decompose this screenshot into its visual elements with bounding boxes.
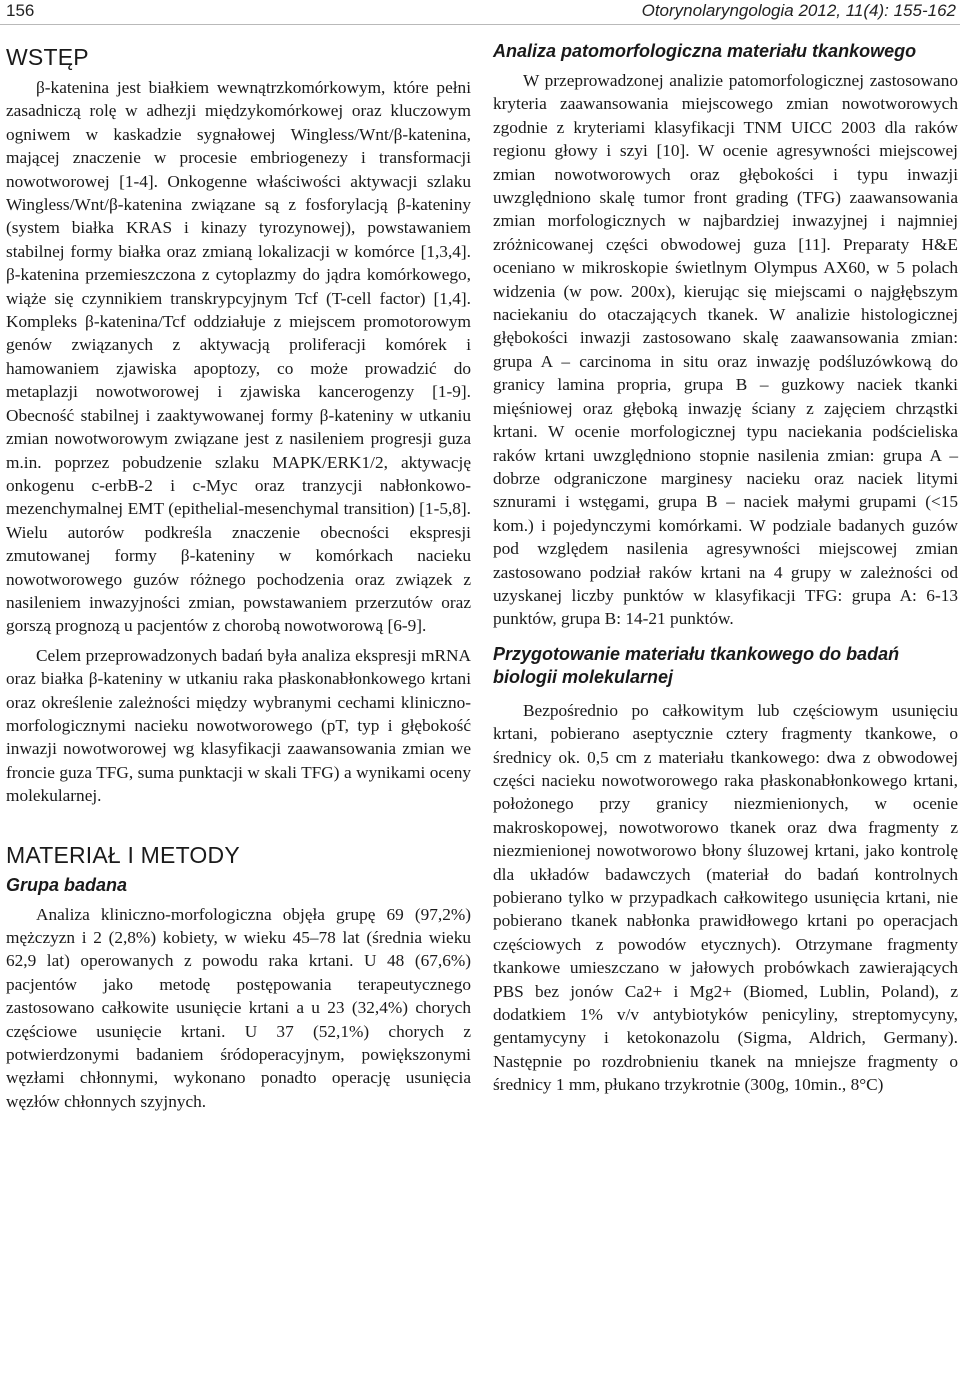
pathology-subheading: Analiza patomorfologiczna materiału tkankowego xyxy=(493,41,917,61)
group-subheading: Grupa badana xyxy=(6,874,128,895)
methods-heading: MATERIAŁ I METODY xyxy=(6,841,240,868)
page-number: 156 xyxy=(6,1,35,20)
right-column xyxy=(493,40,958,1097)
journal-reference: Otorynolaryngologia 2012, 11(4): 155-162 xyxy=(641,1,956,20)
running-header xyxy=(0,0,960,24)
prep-paragraph: Bezpośrednio po całkowitym lub częściowym usunięciu krtani, pobierano aseptycznie cztery fragmenty tkankowe, o średnicy ok. 0,5 cm z materiału tkankowego: dwa z obwodowej części nacieku nowotworowego raka płaskonabłonkowego krtani, położonego przy granicy niezmienionych, w ocenie makroskopowej, nowotworowo tkanek oraz dwa fragmenty z niezmienionej nowotworowo błony śluzowej krtani, jako kontrolę dla układów badawczych (materiał do badań kontrolnych pobierano tylko w przypadkach całkowitego usunięcia krtani, nie pobierano tkanek nabłonka prawidłowego krtani po operacjach częściowych z powodów etycznych). Otrzymane fragmenty tkankowe umieszczano w jałowych probówkach zawierających PBS bez jonów Ca2+ i Mg2+ (Biomed, Lublin, Poland), z dodatkiem 1% v/v antybiotyków penicyliny, streptomycyny, gentamycyny i ketokonazolu (Sigma, Aldrich, Germany). Następnie po rozdrobnieniu tkanek na mniejsze fragmenty o średnicy 1 mm, płukano trzykrotnie (300g, 10min., 8°C) xyxy=(493,700,958,1095)
group-paragraph: Analiza kliniczno-morfologiczna objęła grupę 69 (97,2%) mężczyzn i 2 (2,8%) kobiety, w wieku 45–78 lat (średnia wieku 62,9 lat) operowanych z powodu raka krtani. U 48 (67,6%) pacjentów jako metodę postępowania terapeutycznego zastosowano całkowite usunięcie krtani a u 23 (32,4%) chorych częściowe usunięcie krtani. U 37 (52,1%) chorych z potwierdzonymi badaniem śródoperacyjnym, powiększonymi węzłami chłonnymi, wykonano ponadto operację usunięcia węzłów chłonnych szyjnych. xyxy=(6,904,471,1111)
prep-subheading: Przygotowanie materiału tkankowego do badań biologii molekularnej xyxy=(493,643,900,687)
intro-heading: WSTĘP xyxy=(6,44,89,70)
left-column xyxy=(6,40,471,1113)
intro-paragraph-2: Celem przeprowadzonych badań była analiza ekspresji mRNA oraz białka β-kateniny w utkaniu raka płaskonabłonkowego krtani oraz określenie zależności między wybranymi cechami kliniczno-morfologicznymi nacieku nowotworowego (pT, typ i głębokość inwazji nowotworowej wg klasyfikacji zaawansowania zmian we froncie guza TFG, suma punktacji w skali TFG) a wynikami oceny molekularnej. xyxy=(6,645,471,806)
intro-paragraph-1: β-katenina jest białkiem wewnątrzkomórkowym, które pełni zasadniczą rolę w adhezji międzykomórkowej oraz kluczowym ogniwem w kaskadzie sygnałowej Wingless/Wnt/β-katenina, mającej znaczenie w procesie embriogenezy i transformacji nowotworowej [1-4]. Onkogenne właściwości aktywacji szlaku Wingless/Wnt/β-katenina związane są z fosforylacją β-kateniny (system białka KRAS i kinazy tyrozynowej), powstawaniem stabilnej formy białka oraz zmianą lokalizacji w komórce [1,3,4]. β-katenina przemieszczona z cytoplazmy do jądra komórkowego, wiąże się czynnikiem transkrypcyjnym Tcf (T-cell factor) [1,4]. Kompleks β-katenina/Tcf oddziałuje z miejscem promotorowym genów związanych z aktywacją proliferacji komórek i hamowaniem zjawiska apoptozy, co może prowadzić do metaplazji nowotworowej i zjawiska kancerogenzy [1-9]. Obecność stabilnej i zaaktywowanej formy β-kateniny w utkaniu zmian nowotworowym związane jest z nasileniem progresji guza m.in. poprzez pobudzenie szlaku MAPK/ERK1/2, aktywację onkogenu c-erbB-2 i c-Myc oraz tranzycji nabłonkowo-mezenchymalnej EMT (epithelial-mesenchymal transition) [1-5,8]. Wielu autorów podkreśla znaczenie obecności ekspresji zmutowanej formy β-kateniny w komórkach nacieku nowotworowego guzów różnego pochodzenia oraz związek z nasileniem inwazyjności zmian, powstawaniem przerzutów oraz gorszą prognozą u pacjentów z chorobą nowotworową [6-9]. xyxy=(6,78,471,636)
pathology-paragraph: W przeprowadzonej analizie patomorfologicznej zastosowano kryteria zaawansowania miejscowego zmian nowotworowych zgodnie z kryteriami klasyfikacji TNM UICC 2003 dla raków regionu głowy i szyi [10]. W ocenie agresywności miejscowej zmian nowotworowych oraz głębokości i typu inwazji uwzględniono skalę tumor front grading (TFG) zaawansowania zmian morfologicznych w najbardziej inwazyjnej i najmniej zróżnicowanej części obwodowej guza [11]. Preparaty H&E oceniano w mikroskopie świetlnym Olympus AX60, w 5 polach widzenia (w pow. 200x), kierując się miejscami o najgłębszym naciekaniu do otaczających tkanek. W analizie histologicznej głębokości inwazji zastosowano skalę zaawansowania zmian: grupa A – carcinoma in situ oraz inwazję podśluzówkową do granicy lamina propria, grupa B – guzkowy naciek tkanki mięśniowej oraz głęboką inwazję ściany z zajęciem chrząstki krtani. W ocenie morfologicznej typu naciekania podścieliska raków krtani uwzględniono stopnie nasilenia zmian: grupa A – dobrze odgraniczone marginesy nacieku oraz naciek litymi sznurami i wstęgami, grupa B – naciek małymi grupami (<15 kom.) i pojedynczymi komórkami. W podziale badanych guzów pod względem nasilenia agresywności miejscowej zmian zastosowano podział raków krtani na 4 grupy w zależności od uzyskanej liczby punktów w klasyfikacji TFG: grupa A: 6-13 punktów, grupa B: 14-21 punktów. xyxy=(493,71,958,629)
header-rule xyxy=(0,24,960,25)
